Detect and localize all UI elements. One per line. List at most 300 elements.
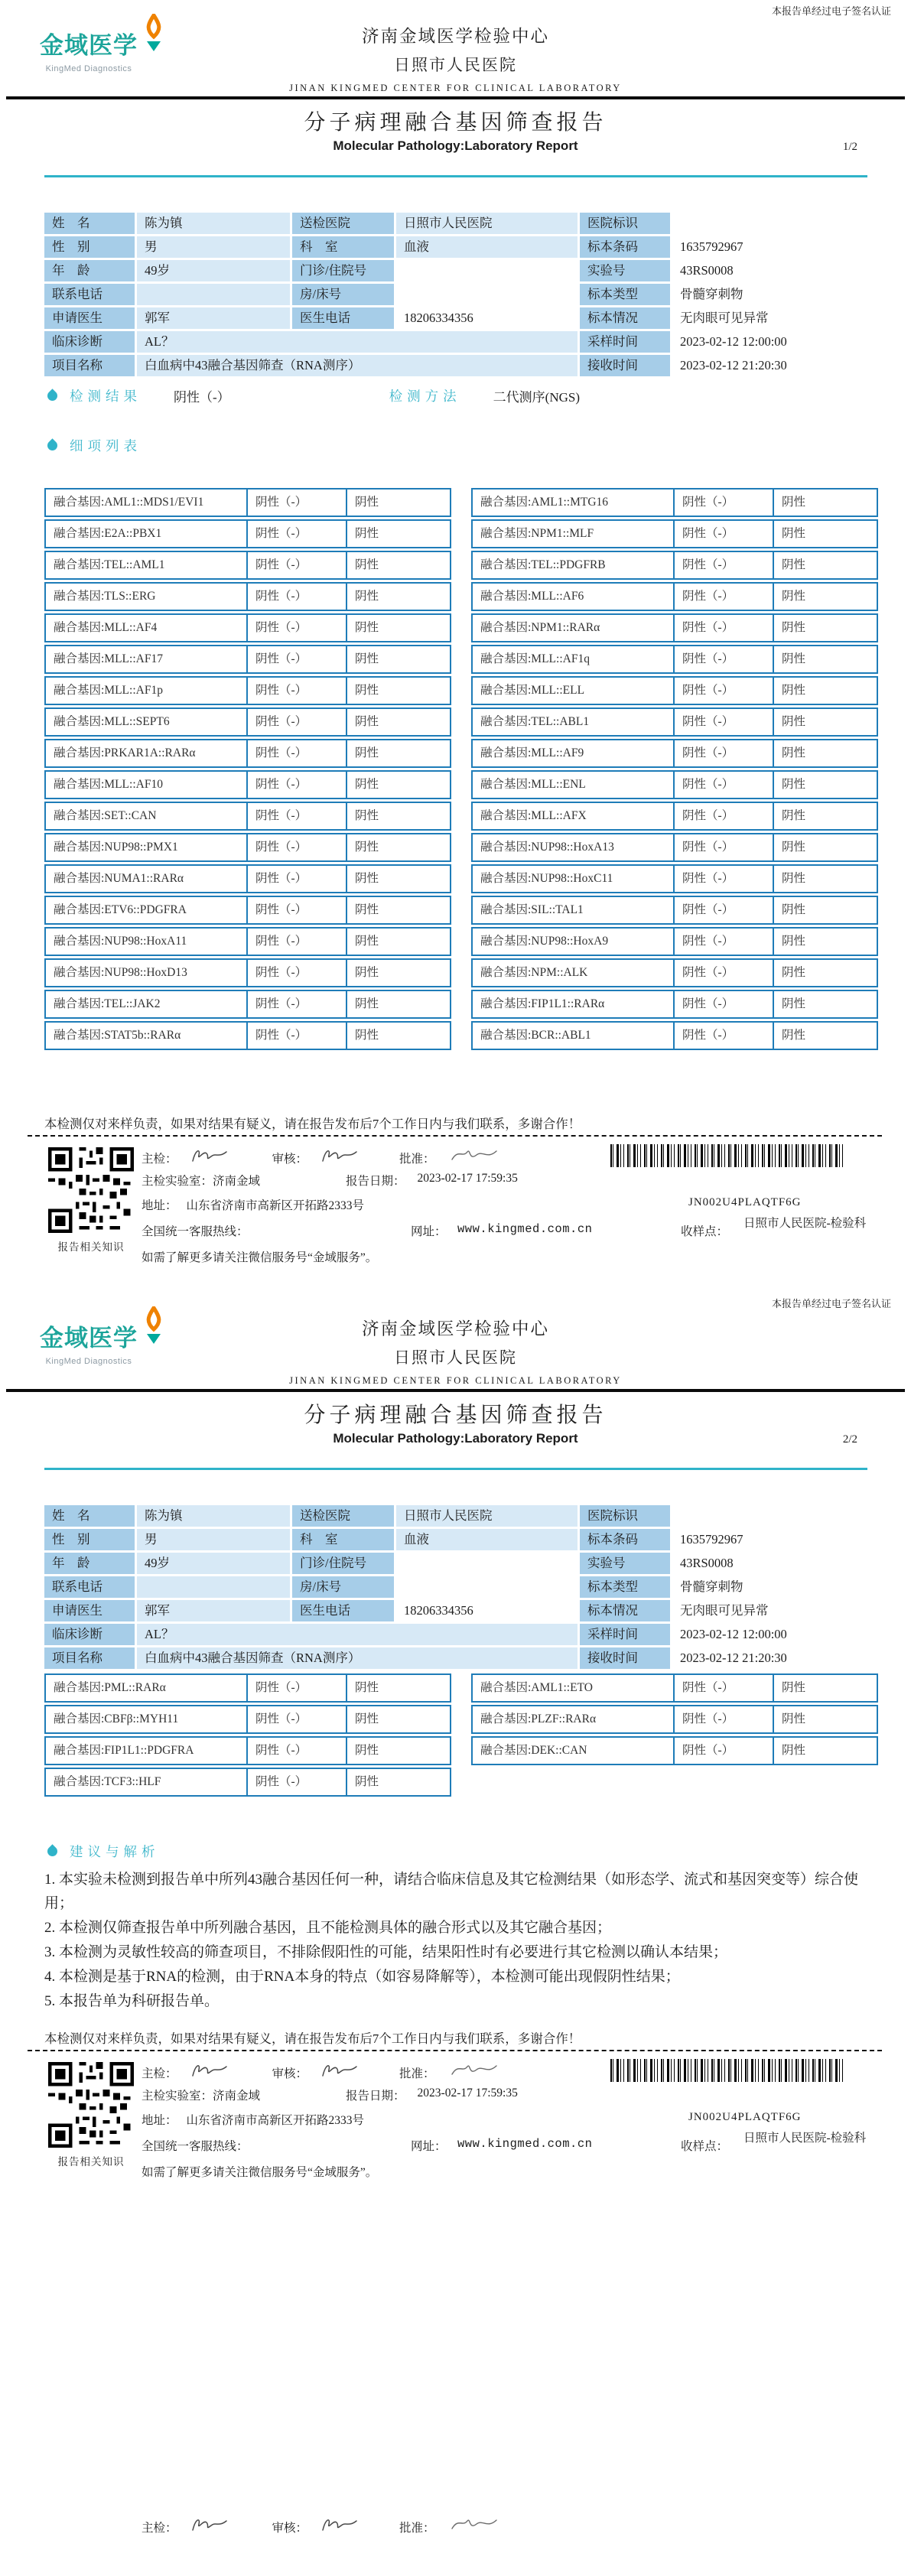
gene-row [44,1673,451,1703]
patient-field-value [396,260,578,281]
gene-name: 融合基因:FIP1L1::PDGFRA [54,1744,194,1757]
gene-result: 阴性（-） [673,1738,773,1764]
gene-name: 融合基因:MLL::AF6 [480,590,584,603]
gene-result-short: 阴性 [773,1738,877,1764]
gene-result-short: 阴性 [346,740,450,766]
gene-result: 阴性（-） [246,740,346,766]
patient-field-label: 临床诊断 [44,331,135,353]
patient-field-label: 申请医生 [44,1600,135,1621]
gene-name: 融合基因:TEL::PDGFRB [480,558,606,571]
patient-field-label: 标本条码 [580,1529,670,1550]
gene-result-short: 阴性 [346,991,450,1017]
report-title-cn: 分子病理融合基因筛查报告 [304,1403,607,1427]
reviewer-signature [318,2515,361,2539]
report-date-value: 2023-02-17 17:59:35 [417,1172,518,1185]
gene-result-short: 阴性 [346,897,450,923]
gene-name: 融合基因:NPM::ALK [480,966,588,979]
gene-row [471,645,878,674]
gene-row [471,1021,878,1050]
patient-field-label: 接收时间 [580,1647,670,1669]
gene-result: 阴性（-） [673,1023,773,1049]
patient-field-label: 实验号 [580,260,670,281]
gene-name: 融合基因:MLL::AF17 [54,652,163,665]
gene-result-short: 阴性 [773,709,877,735]
patient-field-label: 性 别 [44,1529,135,1550]
gene-row [471,582,878,611]
page-footer [0,1114,911,1274]
lab-name-en: JINAN KINGMED CENTER FOR CLINICAL LABORATORY [289,1375,622,1386]
patient-field-value: 1635792967 [672,236,869,258]
droplet-icon [45,438,59,452]
gene-name: 融合基因:PRKAR1A::RARα [54,746,196,759]
gene-row [44,551,451,580]
gene-row [471,802,878,831]
gene-result: 阴性（-） [246,991,346,1017]
gene-result-short: 阴性 [346,1769,450,1795]
gene-name: 融合基因:MLL::SEPT6 [54,715,170,728]
patient-field-label: 医院标识 [580,1505,670,1527]
bottom-signature-line [142,2515,506,2539]
lab-date-line [142,1172,518,1189]
patient-field-value [396,1576,578,1598]
patient-row [44,355,869,376]
gene-result: 阴性（-） [673,646,773,672]
patient-field-value: 陈为镇 [137,1505,290,1527]
gene-name: 融合基因:FIP1L1::RARα [480,997,605,1010]
gene-result-short: 阴性 [346,960,450,986]
patient-field-value: 郭军 [137,1600,290,1621]
signature-line [142,2060,506,2084]
advice-item: 3. 本检测为灵敏性较高的筛查项目，不排除假阳性的可能，结果阳性时有必要进行其它检测以确认本结果； [44,1944,728,1960]
gene-result: 阴性（-） [246,584,346,610]
review-label: 审核： [272,1152,308,1166]
gene-result: 阴性（-） [246,1738,346,1764]
gene-name: 融合基因:AML1::ETO [480,1681,593,1694]
result-value: 阴性（-） [174,390,230,405]
wechat-note: 如需了解更多请关注微信服务号“金域服务”。 [142,2166,378,2179]
gene-result: 阴性（-） [246,1023,346,1049]
gene-name: 融合基因:E2A::PBX1 [54,527,162,540]
header-center [0,23,911,94]
gene-row [44,739,451,768]
gene-result-short: 阴性 [346,1738,450,1764]
gene-row [471,488,878,517]
footer-dashed-divider [28,1135,882,1137]
gene-result: 阴性（-） [246,615,346,641]
patient-field-value: 血液 [396,1529,578,1550]
gene-result: 阴性（-） [246,772,346,798]
patient-field-label: 门诊/住院号 [292,1553,394,1574]
page-number: 2/2 [842,1433,857,1446]
gene-row [471,707,878,737]
gene-result-short: 阴性 [773,678,877,704]
patient-field-value [137,1576,290,1598]
gene-result: 阴性（-） [246,1769,346,1795]
review-label: 审核： [272,2521,308,2535]
patient-field-value: 男 [137,1529,290,1550]
website-label: 网址： [411,2140,447,2153]
report-title-cn: 分子病理融合基因筛查报告 [304,111,607,135]
patient-field-label: 项目名称 [44,355,135,376]
patient-field-label: 联系电话 [44,284,135,305]
gene-result: 阴性（-） [673,584,773,610]
gene-row [44,864,451,893]
website-value: www.kingmed.com.cn [457,2137,593,2151]
patient-field-value: 日照市人民医院 [396,1505,578,1527]
patient-field-label: 标本类型 [580,1576,670,1598]
patient-field-value [396,284,578,305]
gene-result: 阴性（-） [673,678,773,704]
title-divider [44,1468,867,1470]
patient-field-label: 姓 名 [44,213,135,234]
collection-point-value: 日照市人民医院-检验科 [743,1217,867,1230]
gene-row [44,582,451,611]
patient-field-value: 骨髓穿刺物 [672,284,869,305]
patient-field-label: 标本情况 [580,307,670,329]
checker-signature [188,2515,231,2539]
gene-name: 融合基因:CBFβ::MYH11 [54,1712,179,1725]
gene-result-short: 阴性 [773,584,877,610]
patient-field-value: 日照市人民医院 [396,213,578,234]
gene-result: 阴性（-） [673,929,773,955]
gene-result-short: 阴性 [346,584,450,610]
gene-result: 阴性（-） [673,897,773,923]
gene-result-short: 阴性 [773,552,877,578]
website-value: www.kingmed.com.cn [457,1222,593,1236]
esign-note: 本报告单经过电子签名认证 [771,5,891,17]
patient-field-value: 白血病中43融合基因筛查（RNA测序） [137,355,578,376]
gene-row [471,896,878,925]
gene-name: 融合基因:MLL::AF9 [480,746,584,759]
hospital-name: 日照市人民医院 [394,1348,517,1367]
gene-result: 阴性（-） [246,803,346,829]
patient-row [44,331,869,353]
gene-table-right [471,488,878,1052]
patient-field-value: 18206334356 [396,1600,578,1621]
gene-result-short: 阴性 [773,866,877,892]
address-value: 山东省济南市高新区开拓路2333号 [186,1199,365,1212]
patient-field-value [672,213,869,234]
gene-result: 阴性（-） [246,709,346,735]
patient-field-label: 科 室 [292,1529,394,1550]
patient-row [44,1624,869,1645]
gene-row [44,770,451,799]
gene-row [471,519,878,548]
detail-list-label: 细项列表 [70,438,142,454]
collection-point-label: 收样点： [681,1225,729,1238]
advice-item: 4. 本检测是基于RNA的检测，由于RNA本身的特点（如容易降解等），本检测可能出现假阴性结果； [44,1969,680,1985]
patient-field-label: 房/床号 [292,284,394,305]
advice-item: 1. 本实验未检测到报告单中所列43融合基因任何一种，请结合临床信息及其它检测结果（如形态学、流式和基因突变等）综合使用； [44,1872,859,1911]
gene-result: 阴性（-） [673,709,773,735]
patient-row [44,236,869,258]
barcode-number: JN002U4PLAQTF6G [688,2111,802,2123]
esign-note: 本报告单经过电子签名认证 [771,1298,891,1309]
gene-name: 融合基因:NUP98::HoxC11 [480,872,613,885]
gene-result: 阴性（-） [246,678,346,704]
gene-result-short: 阴性 [346,1023,450,1049]
lab-date-line [142,2086,518,2103]
approve-label: 批准： [399,1152,435,1166]
barcode [610,2059,846,2082]
gene-result: 阴性（-） [246,866,346,892]
approve-label: 批准： [399,2521,435,2535]
patient-row [44,1600,869,1621]
gene-result: 阴性（-） [246,1706,346,1732]
patient-field-value: 无肉眼可见异常 [672,1600,869,1621]
gene-name: 融合基因:MLL::AFX [480,809,587,822]
gene-result-short: 阴性 [773,803,877,829]
gene-result: 阴性（-） [246,834,346,860]
patient-field-label: 采样时间 [580,1624,670,1645]
patient-field-label: 联系电话 [44,1576,135,1598]
gene-name: 融合基因:MLL::AF10 [54,778,163,791]
check-label: 主检： [142,1152,177,1166]
collection-point-label: 收样点： [681,2140,729,2153]
gene-result: 阴性（-） [246,897,346,923]
gene-result: 阴性（-） [246,1675,346,1701]
gene-result-short: 阴性 [346,772,450,798]
patient-field-label: 送检医院 [292,1505,394,1527]
title-divider [44,175,867,177]
qr-caption: 报告相关知识 [57,2156,125,2168]
patient-row [44,307,869,329]
page-number: 1/2 [842,141,857,153]
gene-name: 融合基因:TCF3::HLF [54,1775,161,1788]
gene-row [471,676,878,705]
patient-field-label: 医院标识 [580,213,670,234]
patient-field-label: 申请医生 [44,307,135,329]
gene-name: 融合基因:PML::RARα [54,1681,166,1694]
patient-field-label: 项目名称 [44,1647,135,1669]
advice-title: 建议与解析 [70,1844,160,1859]
lab-name-cn: 济南金域医学检验中心 [361,27,549,46]
patient-field-value [672,1505,869,1527]
patient-field-value: 2023-02-12 21:20:30 [672,1647,869,1669]
qr-code [46,1147,136,1254]
gene-name: 融合基因:NUP98::HoxA13 [480,841,614,854]
gene-name: 融合基因:NUMA1::RARα [54,872,184,885]
gene-result-short: 阴性 [773,897,877,923]
gene-result-short: 阴性 [773,772,877,798]
gene-row [471,990,878,1019]
gene-row [44,990,451,1019]
patient-field-value: 18206334356 [396,307,578,329]
gene-row [44,707,451,737]
patient-field-label: 采样时间 [580,331,670,353]
gene-row [44,1705,451,1734]
review-label: 审核： [272,2067,308,2080]
patient-field-label: 医生电话 [292,307,394,329]
gene-result: 阴性（-） [673,772,773,798]
gene-name: 融合基因:NUP98::HoxA9 [480,935,609,948]
gene-result-short: 阴性 [346,678,450,704]
gene-row [44,519,451,548]
gene-row [44,927,451,956]
gene-result: 阴性（-） [246,490,346,516]
gene-row [44,833,451,862]
barcode-number: JN002U4PLAQTF6G [688,1196,802,1208]
patient-field-value: 49岁 [137,1553,290,1574]
gene-name: 融合基因:TEL::JAK2 [54,997,161,1010]
hospital-name: 日照市人民医院 [394,56,517,74]
patient-field-value: 43RS0008 [672,1553,869,1574]
hotline-label: 全国统一客服热线： [142,2140,249,2153]
gene-name: 融合基因:BCR::ABL1 [480,1029,591,1042]
gene-result-short: 阴性 [346,834,450,860]
patient-row [44,1553,869,1574]
patient-field-value: 无肉眼可见异常 [672,307,869,329]
gene-row [471,958,878,987]
gene-name: 融合基因:TEL::AML1 [54,558,165,571]
logo-cn-text: 金域医学 [40,32,138,59]
gene-name: 融合基因:TEL::ABL1 [480,715,590,728]
gene-table-right [471,1673,878,1768]
gene-name: 融合基因:MLL::ELL [480,684,585,697]
header-rule [6,96,905,99]
report-date-label: 报告日期： [346,1175,405,1188]
gene-result-short: 阴性 [773,490,877,516]
gene-result: 阴性（-） [673,803,773,829]
gene-result: 阴性（-） [246,646,346,672]
patient-row [44,213,869,234]
patient-field-label: 房/床号 [292,1576,394,1598]
patient-row [44,1576,869,1598]
gene-table-left [44,488,451,1052]
gene-result: 阴性（-） [246,552,346,578]
check-label: 主检： [142,2067,177,2080]
page-footer [0,2028,911,2189]
patient-field-value: AL？ [137,331,578,353]
header-center [0,1316,911,1387]
patient-row [44,260,869,281]
method-value: 二代测序(NGS) [493,390,581,405]
gene-name: 融合基因:MLL::AF1p [54,684,163,697]
disclaimer-text: 本检测仅对来样负责，如果对结果有疑义，请在报告发布后7个工作日内与我们联系，多谢合作！ [44,2031,581,2046]
gene-name: 融合基因:SIL::TAL1 [480,903,584,916]
lab-name-en: JINAN KINGMED CENTER FOR CLINICAL LABORATORY [289,83,622,93]
gene-result-short: 阴性 [773,960,877,986]
gene-result-short: 阴性 [346,490,450,516]
patient-field-label: 实验号 [580,1553,670,1574]
logo-en-text: KingMed Diagnostics [45,1357,132,1366]
gene-result-short: 阴性 [346,552,450,578]
website-label: 网址： [411,1225,447,1238]
patient-field-value: 43RS0008 [672,260,869,281]
report-date-label: 报告日期： [346,2090,405,2103]
gene-result: 阴性（-） [673,552,773,578]
detail-list-heading [47,436,142,455]
patient-field-value [137,284,290,305]
gene-name: 融合基因:AML1::MTG16 [480,496,609,509]
advice-item: 2. 本检测仅筛查报告单中所列融合基因，且不能检测具体的融合形式以及其它融合基因； [44,1920,612,1936]
gene-row [44,958,451,987]
address-label: 地址： [142,1199,177,1212]
qr-caption: 报告相关知识 [57,1241,125,1253]
gene-row [471,551,878,580]
gene-result: 阴性（-） [246,521,346,547]
patient-row [44,1529,869,1550]
gene-result-short: 阴性 [773,929,877,955]
report-title-en: Molecular Pathology:Laboratory Report [333,138,578,153]
patient-field-value: 陈为镇 [137,213,290,234]
gene-result: 阴性（-） [673,490,773,516]
patient-field-value: 1635792967 [672,1529,869,1550]
patient-field-label: 接收时间 [580,355,670,376]
gene-row [471,1673,878,1703]
barcode [610,1144,846,1167]
gene-row [44,645,451,674]
gene-row [44,1021,451,1050]
patient-row [44,1647,869,1669]
approver-signature [446,2060,501,2084]
gene-result-short: 阴性 [346,615,450,641]
check-label: 主检： [142,2521,177,2535]
report-date-value: 2023-02-17 17:59:35 [417,2086,518,2100]
gene-result-short: 阴性 [346,1675,450,1701]
gene-name: 融合基因:NUP98::PMX1 [54,841,178,854]
report-title-en: Molecular Pathology:Laboratory Report [333,1431,578,1446]
footer-dashed-divider [28,2050,882,2051]
gene-name: 融合基因:TLS::ERG [54,590,156,603]
lab-value: 济南金域 [213,1175,261,1188]
address-label: 地址： [142,2114,177,2127]
gene-name: 融合基因:NPM1::RARα [480,621,600,634]
gene-result-short: 阴性 [346,1706,450,1732]
patient-field-label: 标本情况 [580,1600,670,1621]
gene-name: 融合基因:NPM1::MLF [480,527,594,540]
gene-row [44,676,451,705]
patient-info-table [44,213,869,379]
gene-result: 阴性（-） [246,960,346,986]
reviewer-signature [318,1146,361,1169]
gene-result-short: 阴性 [346,646,450,672]
gene-row [44,613,451,642]
patient-field-value: 2023-02-12 12:00:00 [672,331,869,353]
patient-field-label: 标本条码 [580,236,670,258]
gene-result: 阴性（-） [673,1675,773,1701]
patient-field-value: AL？ [137,1624,578,1645]
gene-result: 阴性（-） [673,740,773,766]
gene-result: 阴性（-） [673,991,773,1017]
patient-row [44,1505,869,1527]
logo-cn-text: 金域医学 [40,1325,138,1351]
logo-en-text: KingMed Diagnostics [45,64,132,73]
checker-signature [188,1146,231,1169]
result-label: 检测结果 [70,389,142,404]
patient-field-label: 医生电话 [292,1600,394,1621]
patient-field-value: 血液 [396,236,578,258]
gene-row [44,896,451,925]
gene-row [471,864,878,893]
patient-field-value: 骨髓穿刺物 [672,1576,869,1598]
gene-name: 融合基因:MLL::AF1q [480,652,590,665]
gene-result-short: 阴性 [346,866,450,892]
gene-row [471,927,878,956]
patient-field-value: 白血病中43融合基因筛查（RNA测序） [137,1647,578,1669]
droplet-icon [45,389,59,402]
gene-name: 融合基因:SET::CAN [54,809,157,822]
gene-result: 阴性（-） [673,834,773,860]
address-value: 山东省济南市高新区开拓路2333号 [186,2114,365,2127]
patient-field-label: 送检医院 [292,213,394,234]
address-line [142,1196,364,1213]
lab-name-cn: 济南金域医学检验中心 [361,1319,549,1338]
patient-field-label: 临床诊断 [44,1624,135,1645]
gene-result-short: 阴性 [773,1675,877,1701]
result-section [47,386,580,405]
patient-field-value: 2023-02-12 12:00:00 [672,1624,869,1645]
